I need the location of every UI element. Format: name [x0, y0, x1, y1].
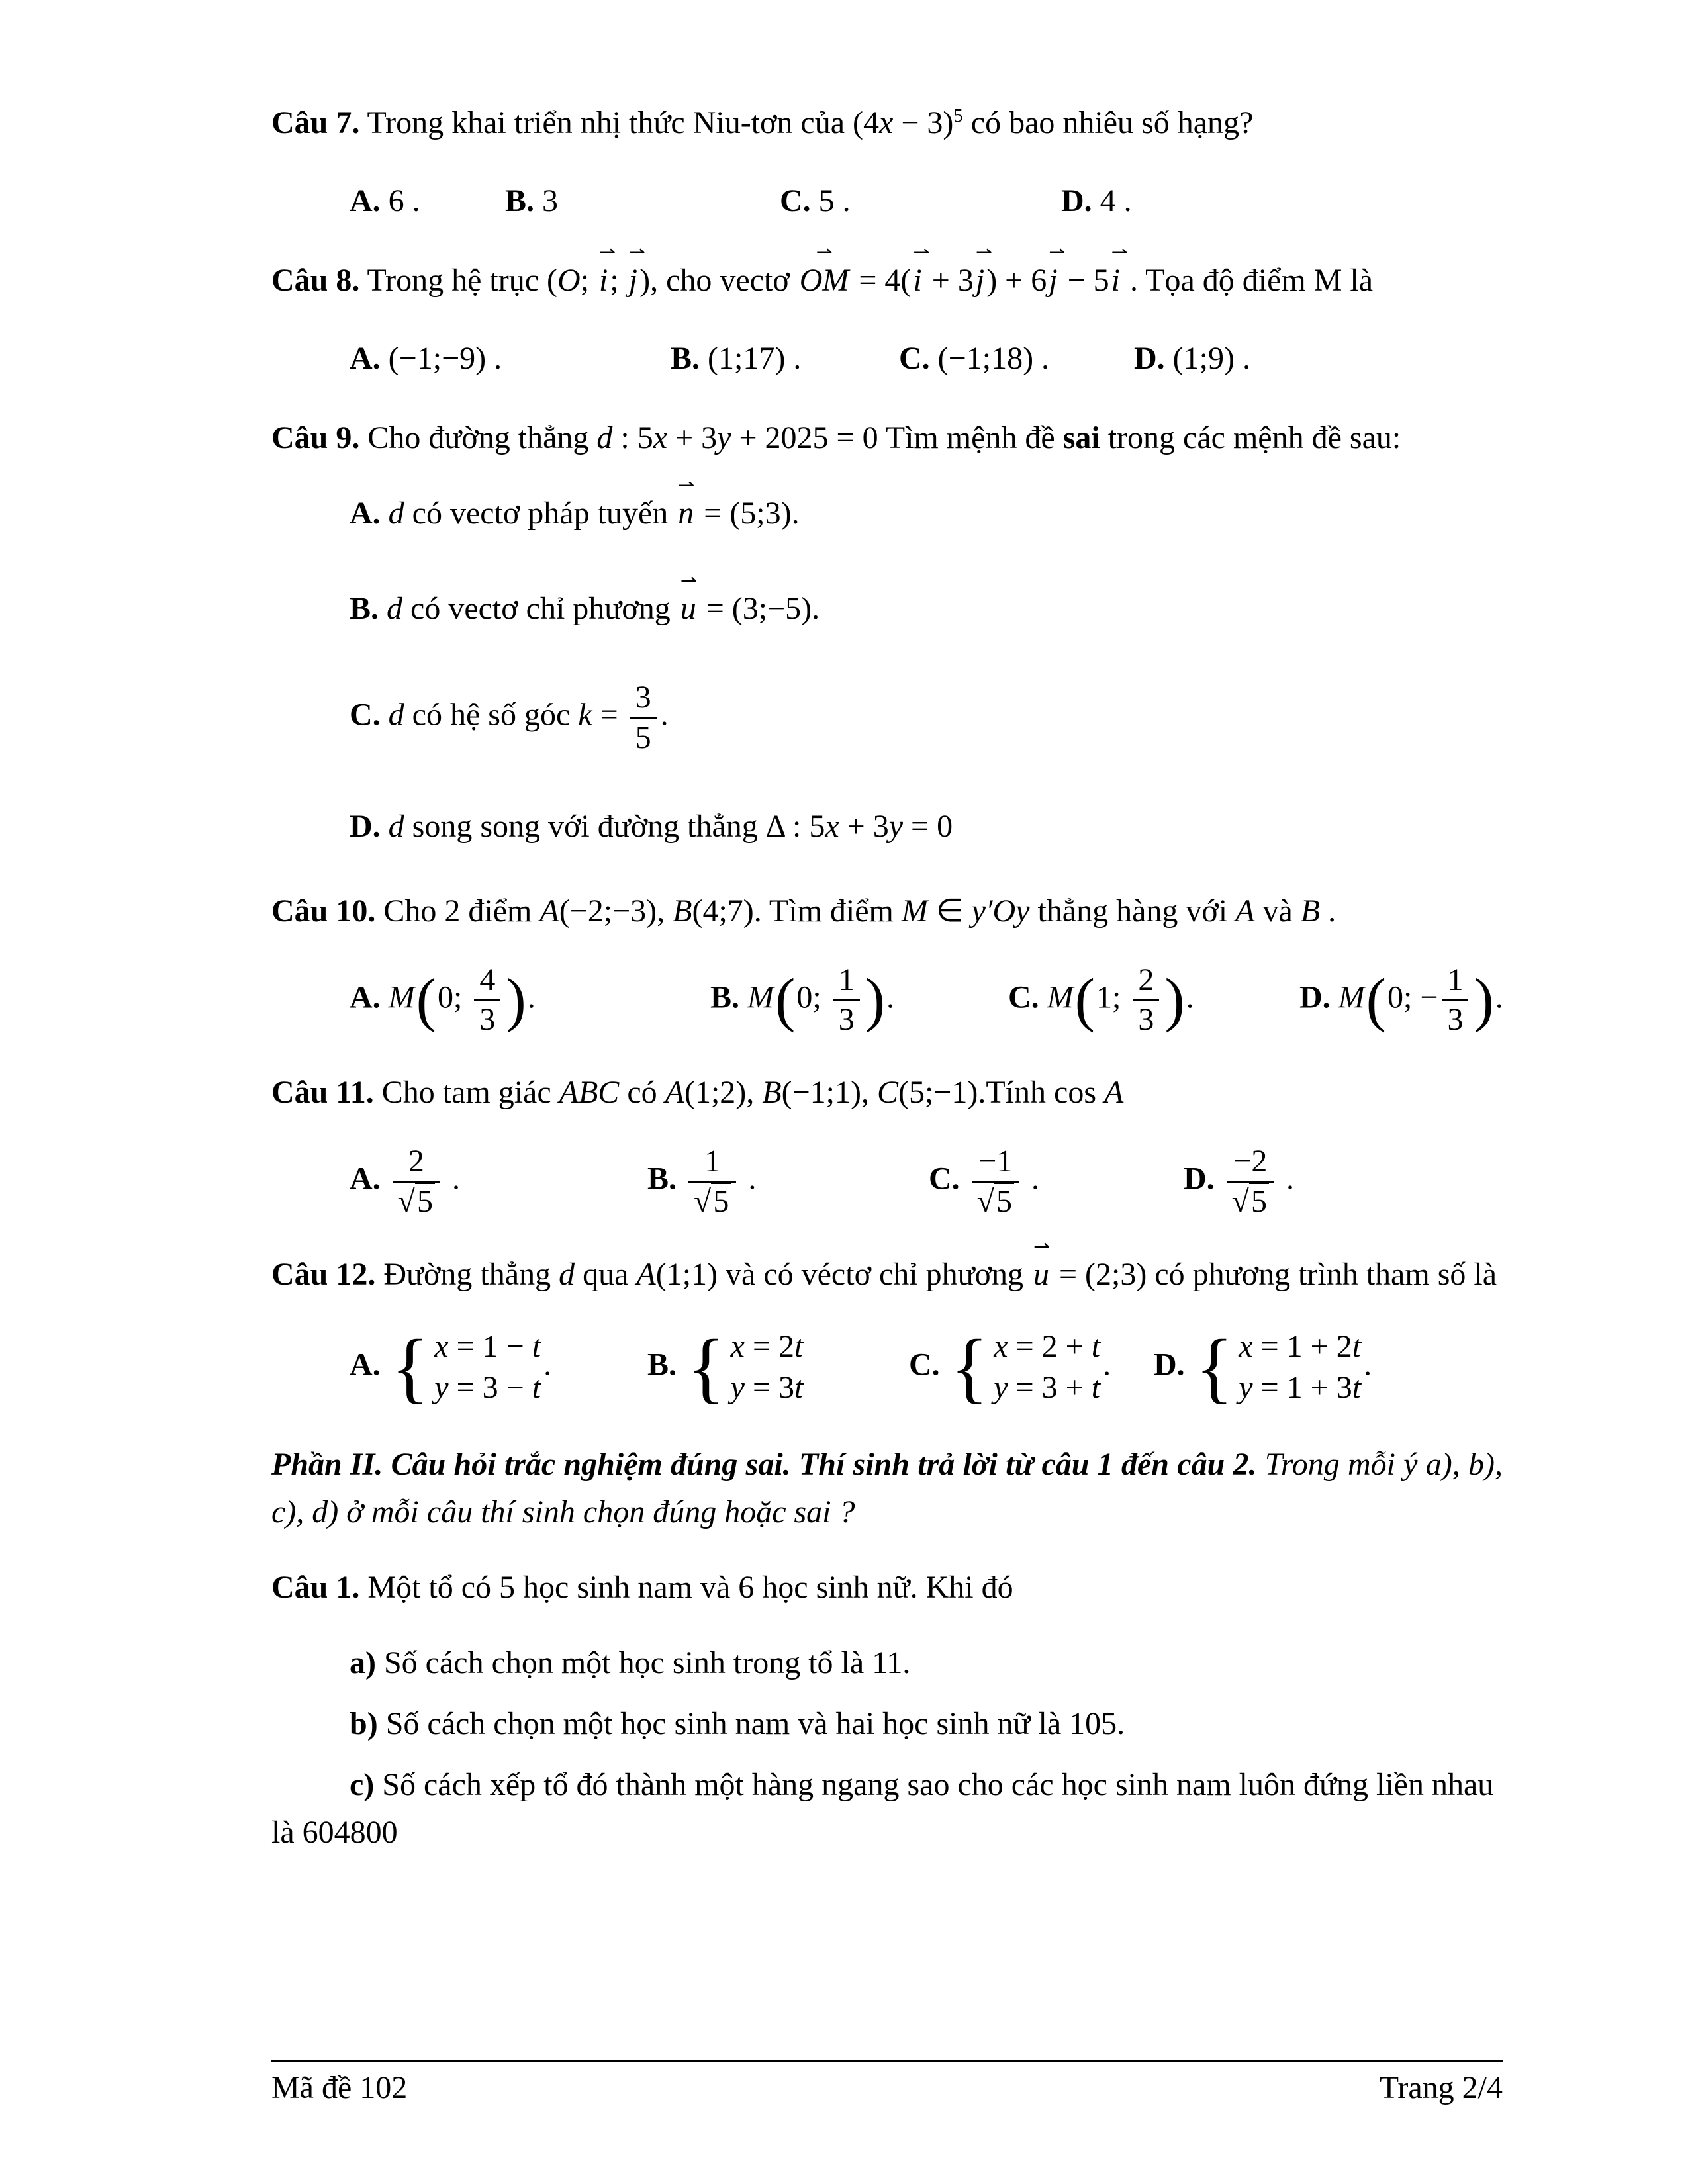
exam-code: Mã đề 102 — [271, 2070, 408, 2105]
question-8-stem: Câu 8. Trong hệ trục (O; ⇀ i; ⇀ j), cho vectơ ⇀ OM = 4( ⇀ i + 3 ⇀ j) + 6 ⇀ j − 5 ⇀ i . Tọa độ điểm M là — [271, 241, 1374, 298]
part2-question-1-stem: Câu 1. Một tổ có 5 học sinh nam và 6 học sinh nữ. Khi đó — [271, 1569, 1013, 1605]
part2-question-1-item-a: a) Số cách chọn một học sinh trong tổ là 11. — [350, 1645, 911, 1680]
question-9-option-c: C. d có hệ số góc k = $\frac{3}{5}$ . — [350, 679, 669, 755]
question-9-option-a: A. d có vectơ pháp tuyến ⇀ n = (5;3). — [350, 474, 800, 531]
part2-question-1-item-c: c) Số cách xếp tổ đó thành một hàng ngang sao cho các học sinh nam luôn đứng liền nhau là 604800 — [271, 1766, 1494, 1850]
question-7-options: A. 6 . B. 3 C. 5 . D. 4 . — [350, 183, 1132, 218]
question-7-stem: Câu 7. Trong khai triển nhị thức Niu-tơn của $(4x - 3)^5$ có bao nhiêu số hạng? — [271, 105, 1254, 140]
question-11-stem: Câu 11. Cho tam giác ABC có A(1;2), B(−1;1), C(5;−1).Tính cos A — [271, 1075, 1124, 1111]
part2-question-1-item-b: b) Số cách chọn một học sinh nam và hai học sinh nữ là 105. — [350, 1706, 1125, 1741]
page-number: Trang 2/4 — [1379, 2070, 1503, 2105]
question-10-options: A. M(0; $\frac{4}{3}$ ). B. M(0; $\frac{1}{3}$ ). C. M(1; $\frac{2}{3}$ ). D. M(0; − $\frac{1}{3}$ ). — [350, 962, 1503, 1038]
question-12-options: A. { x = 1 − t y = 3 − t . B. { x = 2t y = 3t C. { x = 2 + t y = 3 + t . D. { x = 1 + 2t y = 1 + 3t . — [350, 1323, 1372, 1412]
question-11-options: A. $\frac{2}{√5}$ . B. $\frac{1}{√5}$ . C. $\frac{-1}{√5}$ . D. $\frac{-2}{√5}$ . — [350, 1144, 1295, 1220]
question-8-options: A. (−1;−9) . B. (1;17) . C. (−1;18) . D. (1;9) . — [350, 340, 1250, 376]
question-10-stem: Câu 10. Cho 2 điểm A(−2;−3), B(4;7). Tìm điểm M ∈ y′Oy thẳng hàng với A và B . — [271, 893, 1336, 929]
question-9-stem: Câu 9. Cho đường thẳng d : 5x + 3y + 2025 = 0 Tìm mệnh đề sai trong các mệnh đề sau: — [271, 420, 1401, 455]
question-12-stem: Câu 12. Đường thẳng d qua A(1;1) và có véctơ chỉ phương ⇀ u = (2;3) có phương trình tham số là — [271, 1235, 1497, 1292]
question-9-option-b: B. d có vectơ chỉ phương ⇀ u = (3;−5). — [350, 569, 820, 626]
part-2-heading: Phần II. Câu hỏi trắc nghiệm đúng sai. Thí sinh trả lời từ câu 1 đến câu 2. Trong mỗi ý a), b), c), d) ở mỗi câu thí sinh chọn đúng hoặc sai ? — [271, 1446, 1503, 1529]
page-footer — [271, 2060, 1503, 2106]
question-9-option-d: D. d song song với đường thẳng Δ : 5x + 3y = 0 — [350, 808, 953, 844]
